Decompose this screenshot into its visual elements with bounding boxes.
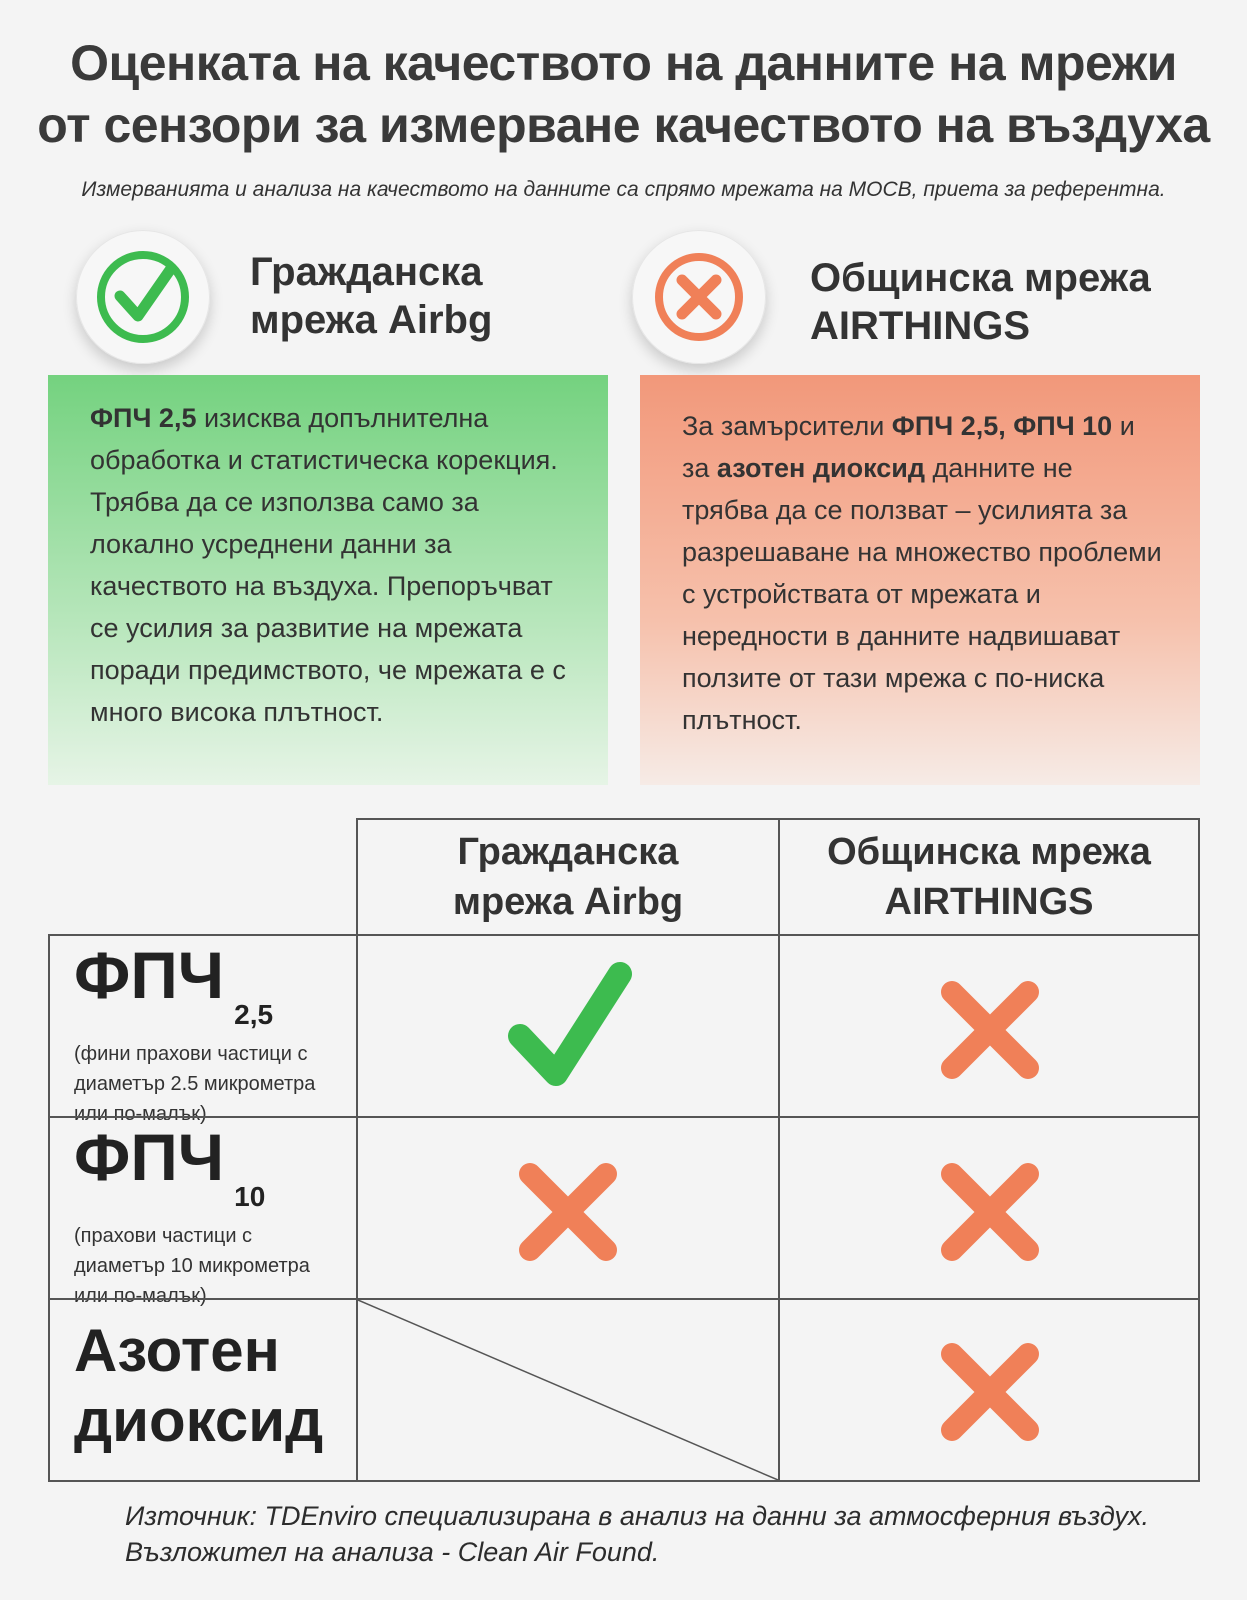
cross-icon [940, 1342, 1040, 1442]
table-cell-no2-airbg-not-applicable [356, 1298, 780, 1482]
airbg-network-title: Гражданска мрежа Airbg [250, 250, 493, 342]
table-row-label-no2: Азотен диоксид [48, 1298, 358, 1482]
table-row-label-pm25: ФПЧ2,5 (фини прахови частици с диаметър 2.5 микрометра или по-малък) [48, 934, 358, 1118]
title-line-2: от сензори за измерване качеството на въздуха [37, 97, 1210, 153]
check-icon [506, 956, 636, 1096]
airthings-network-title: Общинска мрежа AIRTHINGS [810, 256, 1151, 348]
cross-icon [940, 980, 1040, 1080]
source-note: Източник: TDEnviro специализирана в анализ на данни за атмосферния въздух. Възложител на анализа - Clean Air Found. [125, 1501, 1149, 1567]
table-cell-pm25-airbg [356, 934, 780, 1118]
cross-icon [940, 1162, 1040, 1262]
table-row-label-pm10: ФПЧ10 (прахови частици с диаметър 10 микрометра или по-малък) [48, 1116, 358, 1300]
page-title [0, 32, 1247, 156]
page-subtitle: Измерванията и анализа на качеството на данните са спрямо мрежата на МОСВ, приета за референтна. [81, 178, 1166, 201]
title-line-1: Оценката на качеството на данните на мрежи [70, 35, 1177, 91]
cross-icon [518, 1162, 618, 1262]
table-header-airthings: Общинска мрежа AIRTHINGS [778, 818, 1200, 936]
airbg-assessment-panel: ФПЧ 2,5 изисква допълнителна обработка и статистическа корекция. Трябва да се използва само за локално усреднени данни за качеството на въздуха. Препоръчват се усилия за развитие на мрежата поради предимството, че мрежата е с много висока плътност. [48, 375, 608, 785]
check-badge [76, 230, 210, 364]
cross-icon [632, 230, 766, 364]
table-cell-pm10-airbg [356, 1116, 780, 1300]
check-icon [76, 230, 210, 364]
airthings-assessment-panel: За замърсители ФПЧ 2,5, ФПЧ 10 и за азотен диоксид данните не трябва да се ползват – усилията за разрешаване на множество проблеми с устройствата от мрежата и нередности в данните надвишават ползите от тази мрежа с по-ниска плътност. [640, 375, 1200, 785]
cross-badge [632, 230, 766, 364]
table-header-airbg: Гражданска мрежа Airbg [356, 818, 780, 936]
table-cell-pm10-airthings [778, 1116, 1200, 1300]
table-cell-pm25-airthings [778, 934, 1200, 1118]
diagonal-strike-icon [358, 1300, 778, 1480]
table-cell-no2-airthings [778, 1298, 1200, 1482]
